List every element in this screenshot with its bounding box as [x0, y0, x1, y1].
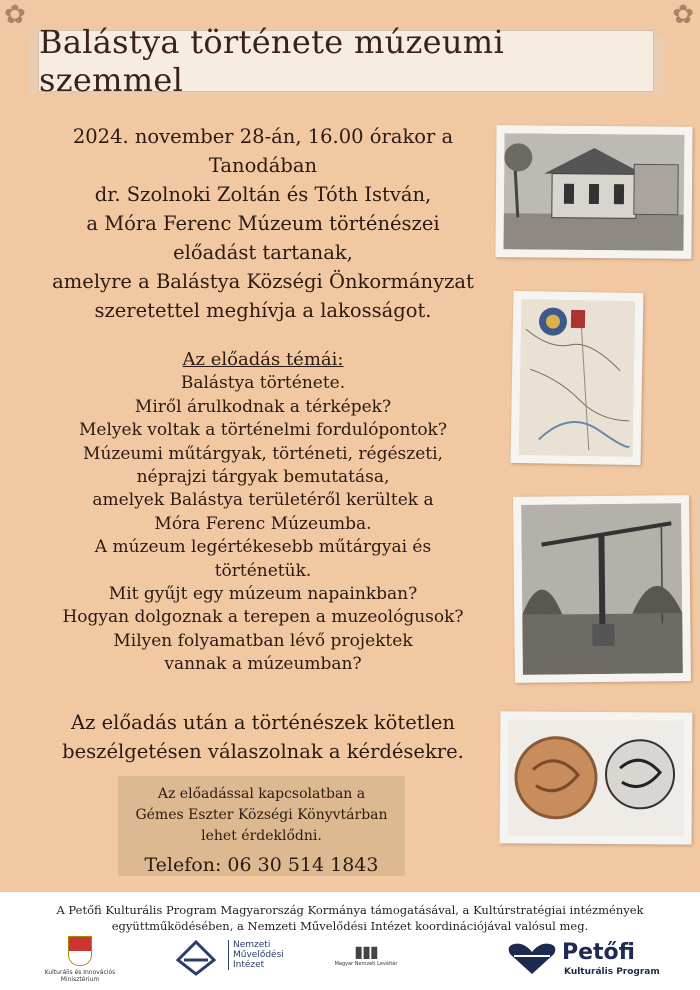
closing-line: beszélgetésen válaszolnak a kérdésekre. [62, 740, 464, 763]
house-photo-icon [503, 133, 684, 251]
topic-line: néprajzi tárgyak bemutatása, [136, 467, 390, 488]
contact-box [118, 776, 405, 876]
well-sweep-photo-icon [521, 503, 683, 675]
intro-line: szeretettel meghívja a lakosságot. [94, 299, 432, 322]
floral-corner-left-icon: ✿ [4, 0, 26, 30]
archive-name: Magyar Nemzeti Levéltár [334, 961, 398, 967]
contact-line: lehet érdeklődni. [201, 828, 322, 844]
topic-line: Balástya története. [180, 373, 346, 394]
medallion-photo-icon [508, 719, 685, 836]
nmi-name-2: Művelődési [233, 950, 284, 960]
topic-line: Móra Ferenc Múzeumba. [154, 513, 372, 534]
footer-text [20, 902, 680, 934]
petofi-name: Petőfi [562, 940, 635, 965]
topic-line: Múzeumi műtárgyak, történeti, régészeti, [83, 443, 443, 464]
intro-line: Tanodában [208, 154, 318, 177]
footer-line: A Petőfi Kulturális Program Magyarország Kormánya támogatásával, a Kultúrstratégiai intézmények [56, 903, 644, 917]
intro-line: a Móra Ferenc Múzeum történészei [86, 212, 440, 235]
footer-line: együttműködésében, a Nemzeti Művelődési Intézet koordinációjával valósul meg. [111, 919, 589, 933]
map-photo-icon [519, 299, 636, 457]
topic-line: A múzeum legértékesebb műtárgyai és [94, 537, 432, 558]
map-photo [511, 291, 644, 465]
topic-line: Miről árulkodnak a térképek? [134, 396, 392, 417]
archive-emblem-icon: ▮▮▮ [354, 942, 378, 961]
intro-line: dr. Szolnoki Zoltán és Tóth István, [94, 183, 432, 206]
medallion-photo [500, 711, 693, 844]
floral-corner-right-icon: ✿ [672, 0, 694, 30]
topic-line: vannak a múzeumban? [164, 654, 362, 675]
archive-logo [326, 942, 406, 968]
nmi-name-3: Intézet [233, 960, 265, 970]
topics-heading: Az előadás témái: [182, 349, 344, 370]
topic-line: Melyek voltak a történelmi fordulópontok? [79, 420, 447, 441]
topic-line: amelyek Balástya területéről kerültek a [92, 490, 434, 511]
contact-line: Az előadással kapcsolatban a [157, 786, 366, 802]
nmi-logo [176, 940, 286, 980]
intro-line: 2024. november 28-án, 16.00 órakor a [72, 125, 454, 148]
coat-of-arms-icon [68, 936, 92, 966]
nmi-emblem-icon [176, 940, 216, 976]
heart-icon [504, 942, 560, 976]
topic-line: Mit gyűjt egy múzeum napainkban? [108, 584, 418, 605]
ministry-name: Kulturális és Innovációs [44, 969, 116, 976]
petofi-logo [504, 940, 674, 980]
intro-line: előadást tartanak, [173, 241, 353, 264]
contact-line: Gémes Eszter Községi Könyvtárban [135, 807, 388, 823]
intro-text [18, 122, 508, 325]
page-title: Balástya története múzeumi szemmel [38, 30, 654, 92]
intro-line: amelyre a Balástya Községi Önkormányzat [52, 270, 474, 293]
closing-line: Az előadás után a történészek kötetlen [71, 711, 455, 734]
closing-text [18, 708, 508, 766]
topic-line: Milyen folyamatban lévő projektek [113, 630, 413, 651]
topics-list [18, 348, 508, 677]
petofi-sub: Kulturális Program [564, 967, 660, 977]
footer [0, 892, 700, 990]
topic-line: történetük. [214, 560, 312, 581]
nmi-name-1: Nemzeti [233, 940, 271, 950]
topic-line: Hogyan dolgoznak a terepen a muzeológusok? [62, 607, 464, 628]
house-photo [495, 125, 692, 259]
ministry-name-2: Minisztérium [60, 976, 100, 983]
contact-phone: Telefon: 06 30 514 1843 [144, 854, 379, 876]
ministry-logo [30, 936, 130, 983]
well-sweep-photo [513, 495, 691, 683]
